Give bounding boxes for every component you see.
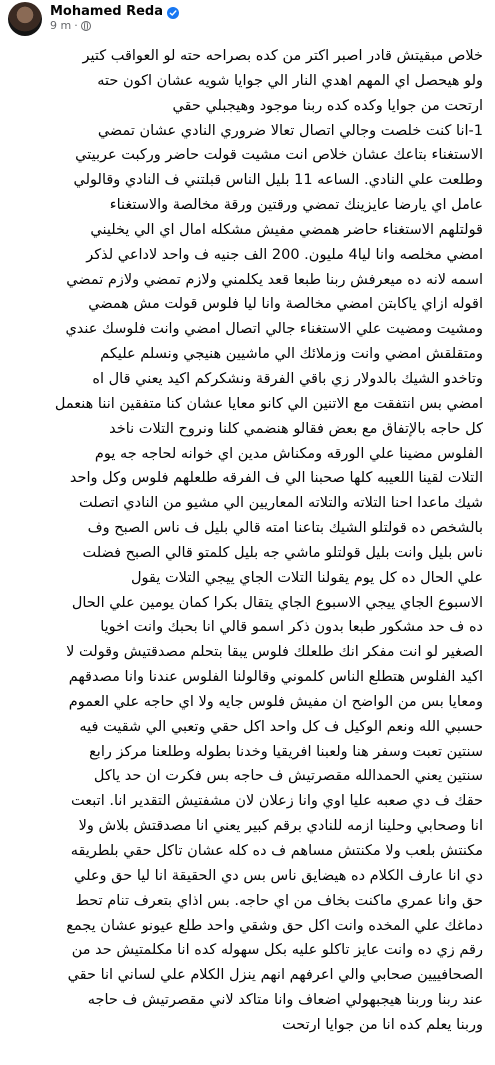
post-text-line: انا وصحابي وحلينا ازمه للنادي برقم كبير يعني انا مصدقتش بلاش ولا xyxy=(78,818,483,835)
post-text-line: ارتحت من جوايا وكده كده ربنا موجود وهيجبلي حقي xyxy=(172,97,483,114)
post-text-line: الفلوس مضينا علي الورقه ومكناش مدين اي خوانه لحاجه جه يوم xyxy=(94,445,483,462)
post-text-line: سنتين تعبت وسفر هنا ولعبنا افريقيا وخدنا بطوله وطلعنا مركز رابع xyxy=(89,743,483,760)
author-avatar[interactable] xyxy=(8,2,42,36)
post-text-line: الاستغناء بتاعك عشان خلاص انت مشيت قولت حاضر وركبت عربيتي xyxy=(75,147,483,164)
author-row xyxy=(50,5,179,20)
post-text-line: وربنا يعلم كده انا من جوايا ارتحت xyxy=(282,1016,483,1033)
post-body xyxy=(0,38,495,1038)
post-time-row xyxy=(50,20,179,33)
post-text-line: وطلعت علي النادي. الساعه 11 بليل الناس قبلتني ف النادي وقالولي xyxy=(73,172,483,189)
post-text-line: اسمه لانه ده ميعرفش ربنا طبعا قعد يكلمني ولازم تمضي ولازم تمضي xyxy=(66,271,483,288)
post-text-line: حسبي الله ونعم الوكيل ف كل واحد اكل حقي وتعبي الي شقيت فيه xyxy=(79,718,483,735)
post-text-line: كل حاجه بالإتفاق مع بعض فقالو هنضمي كلنا ونروح التلات ناخد xyxy=(109,420,483,437)
post-meta xyxy=(50,5,179,33)
post-text-line: ولو هيحصل اي المهم اهدي النار الي جوايا شويه عشان اكون حته xyxy=(97,72,483,89)
post-text-line: الاسبوع الجاي ييجي الاسبوع الجاي يتقال بكرا كمان يومين علي الحال xyxy=(71,594,483,611)
post-text-line: شيك ماعدا احنا التلاته والتلاته المعاريين الي مشيو من النادي اتصلت xyxy=(79,495,483,512)
post-text-line: علي الحال ده كل يوم يقولنا التلات الجاي ييجي التلات يقول xyxy=(131,569,483,586)
post-text-line: الصغير لو انت مفكر انك طلعلك فلوس يبقا بتحلم مصدقتيش وقولت لا xyxy=(66,644,483,661)
post-text-line: 1-انا كنت خلصت وجالي اتصال تعالا ضروري النادي عشان تمضي xyxy=(97,122,483,139)
post-text-line: مكنتش بلعب ولا مكنتش مساهم ف ده كله عشان تاكل حقي بلطريقه xyxy=(70,843,483,859)
post-text-line: دماغك علي المخده وانت اكل حق وشقي واحد طلع عيونو عشان يجمع xyxy=(66,917,483,934)
post-text-line: سنتين يعني الحمدالله مقصرتيش ف حاجه بس فكرت ان حد ياكل xyxy=(93,768,483,785)
post-header xyxy=(0,0,495,38)
post-text-line: الصحافييين صحابي والي اعرفهم انهم ينزل الكلام علي لساني انا حقي xyxy=(67,967,483,984)
post-text-line: ومعايا بس من الواضح ان مفيش فلوس جايه ولا اي حاجه علي العموم xyxy=(68,693,483,710)
post-text-line: اقوله ازاي ياكابتن امضي مخالصة وانا ليا فلوس قولت مش همضي xyxy=(88,296,483,313)
post-text-line: حقك ف دي صعبه عليا اوي وانا زعلان لان مشفتيش التقدير انا. اتبعت xyxy=(71,793,483,810)
post-text-line: عند ربنا وربنا هيجبهولي اضعاف وانا متاكد لاني مقصرتيش ف حاجه xyxy=(87,992,483,1009)
post-text-line: وتاخدو الشيك بالدولار زي باقي الفرقة ونشكركم اكيد يعني قال اه xyxy=(92,370,483,387)
verified-badge-icon xyxy=(167,7,179,19)
globe-icon[interactable] xyxy=(81,21,91,31)
separator-dot: · xyxy=(74,19,78,33)
post-text-line: التلات لقينا اللعيبه كلها صحبنا الي ف الفرقه طلعلهم فلوس وكل واحد xyxy=(69,470,483,487)
post-text-line: اكيد الفلوس هتطلع الناس كلموني وقالولنا الفلوس عندنا وانا مصدقهم xyxy=(68,669,483,686)
post-timestamp[interactable]: 9 m xyxy=(50,19,72,33)
post-text-line: دي انا عارف الكلام ده هيضايق ناس بس دي الحقيقة انا ليا حق وعلي xyxy=(74,867,483,884)
post-text-line: ومشيت ومضيت علي الاستغناء جالي اتصال امضي وانت فلوسك عندي xyxy=(65,321,483,338)
post-text-line: قولتلهم الاستغناء حاضر همضي مفيش مشكله امال اي الي يخليني xyxy=(90,221,483,238)
post-text-line: امضي بس انتفقت مع الاتنين الي كانو معايا عشان كنا متفقين اننا هنعمل xyxy=(54,395,483,412)
post-text-line: امضي مخلصه وانا ليا4 مليون. 200 الف جنيه ف واحد لاداعي لذكر xyxy=(86,246,483,263)
post-text-line: ناس بليل وانت بليل قولتلو ماشي جه بليل كلمتو قالي الصبح فضلت xyxy=(82,544,483,561)
post-text-line: ده ف حد مشكور طبعا بدون ذكر اسمو قالي انا بحبك وانت اخويا xyxy=(100,619,483,636)
post-text-line: خلاص مبقيتش قادر اصبر اكتر من كده بصراحه حته لو العواقب كتير xyxy=(82,48,483,64)
post-text-line: ومتقلقش امضي وانت وزملائك الي ماشيين هنيجي ونسلم عليكم xyxy=(100,346,483,363)
post-text-line: بالشخص ده قولتلو الشيك بتاعنا امته قالي بليل ف ناس الصبح وف xyxy=(87,520,483,537)
author-name[interactable]: Mohamed Reda xyxy=(50,4,163,20)
post-text-line: رقم زي ده وانت عايز تاكلو عليه بكل سهوله كده انا مكلمتيش حد من xyxy=(71,942,483,959)
post-text-line: حق وانا عمري ماكنت بخاف من اي حاجه. بس اذاي بتعرف تنام تحط xyxy=(75,892,483,909)
post-text-line: عامل اي يارضا عايزينك تمضي ورقتين ورقة مخالصة والاستغناء xyxy=(109,197,483,214)
